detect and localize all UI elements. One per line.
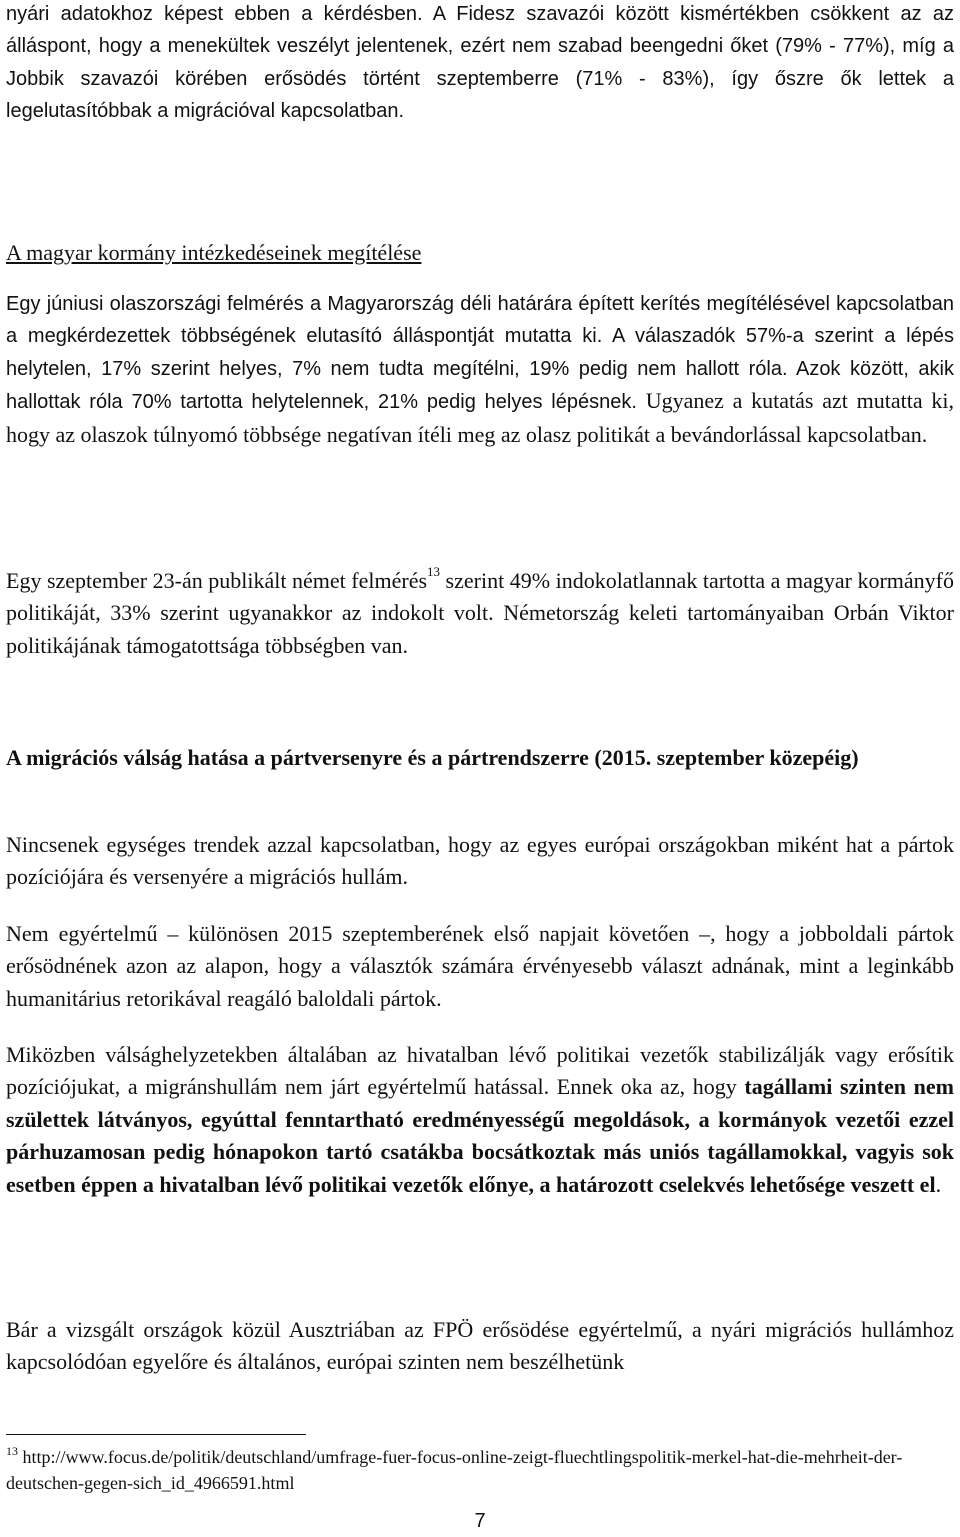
- paragraph-italian-survey-rest: Ugyanez a kutatás azt mutatta ki, hogy az olaszok túlnyomó többsége negatívan ítéli meg az olasz politikát a bevándorlással kapcsolatban.: [6, 388, 954, 447]
- paragraph-right-wing-parties: Nem egyértelmű – különösen 2015 szeptemberének első napjait követően –, hogy a jobboldali pártok erősödnének azon az alapon, hogy a választók számára érvényesebb választ adnának, mint a leginkább humanitárius retorikával reagáló baloldali pártok.: [6, 921, 954, 1011]
- paragraph-austria-fpo: Bár a vizsgált országok közül Ausztriában az FPÖ erősödése egyértelmű, a nyári migrációs hullámhoz kapcsolódóan egyelőre és általános, európai szinten nem beszélhetünk: [6, 1317, 954, 1375]
- crisis-text-normal: Miközben válsághelyzetekben általában az hivatalban lévő politikai vezetők stabilizálják vagy erősítik pozíciójukat, a migránshullám nem járt egyértelmű hatással. Ennek oka az, hogy: [6, 1042, 954, 1100]
- paragraph-german-survey: [6, 565, 954, 662]
- footnote-number: 13: [6, 1443, 18, 1458]
- section-heading-government-measures: A magyar kormány intézkedéseinek megítélése: [6, 240, 422, 265]
- paragraph-no-uniform-trends: Nincsenek egységes trendek azzal kapcsolatban, hogy az egyes európai országokban miként hat a pártok pozíciójára és versenyére a migrációs hullám.: [6, 832, 954, 890]
- paragraph-italian-survey: [6, 288, 954, 452]
- page-number: 7: [474, 1510, 486, 1532]
- german-survey-text-a: Egy szeptember 23-án publikált német felmérés: [6, 568, 428, 593]
- german-survey-text-b: szerint 49% indokolatlannak tartotta a magyar kormányfő politikáját, 33% szerint ugyanakkor az indokolt volt. Németország keleti tartományaiban Orbán Viktor politikájának támogatottsága többségben van.: [6, 568, 954, 658]
- footnote: [6, 1444, 930, 1496]
- footnote-separator: [6, 1434, 306, 1435]
- footnote-url: http://www.focus.de/politik/deutschland/umfrage-fuer-focus-online-zeigt-fluechtlingspolitik-merkel-hat-die-mehrheit-der-deutschen-gegen-sich_id_4966591.html: [6, 1447, 903, 1493]
- paragraph-fidesz-jobbik: nyári adatokhoz képest ebben a kérdésben. A Fidesz szavazói között kismértékben csökkent az az álláspont, hogy a menekültek veszélyt jelentenek, ezért nem szabad beengedni őket (79% - 77%), míg a Jobbik szavazói körében erősödés történt szeptemberre (71% - 83%), így őszre ők lettek a legelutasítóbbak a migrációval kapcsolatban.: [6, 3, 954, 123]
- paragraph-italian-survey-intro: Egy júniusi olaszországi felmérés a Magyarország déli határára épített kerítés megítélésével kapcsolatban a megkérdezettek többségének elutasító álláspontját mutatta ki. A válaszadók 57%-a szerint a lépés helytelen, 17% szerint helyes, 7% nem tudta megítélni, 19% pedig nem hallott róla. Azok között, akik hallottak róla 70% tartotta helytelennek, 21% pedig helyes lépésnek.: [6, 293, 954, 414]
- section-heading-party-competition: A migrációs válság hatása a pártversenyre és a pártrendszerre (2015. szeptember közepéig): [6, 745, 859, 770]
- paragraph-crisis-leadership: [6, 1039, 954, 1201]
- crisis-text-bold: tagállami szinten nem születtek látványos, egyúttal fenntartható eredményességű megoldások, a kormányok vezetői ezzel párhuzamosan pedig hónapokon tartó csatákba bocsátkoztak más uniós tagállamokkal, vagyis sok esetben éppen a hivatalban lévő politikai vezetők előnye, a határozott cselekvés lehetősége veszett el: [6, 1074, 954, 1197]
- crisis-text-end: .: [935, 1171, 942, 1197]
- footnote-reference: 13: [427, 564, 441, 580]
